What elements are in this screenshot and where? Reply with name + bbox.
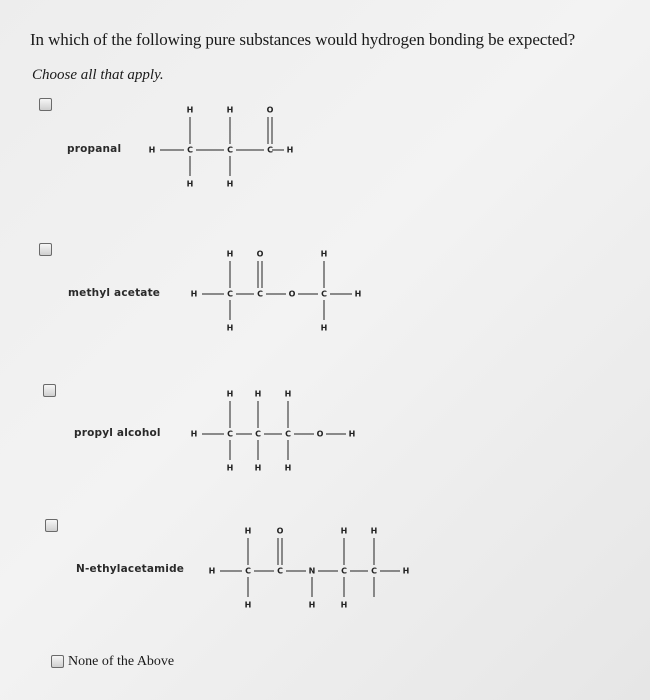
checkbox-methyl-acetate[interactable] (39, 243, 52, 256)
atom: H (340, 526, 348, 536)
structure-propyl-alcohol (186, 384, 376, 474)
atom: C (277, 566, 283, 576)
label-methyl-acetate: methyl acetate (68, 287, 161, 299)
atom: H (190, 429, 198, 439)
atom: H (254, 463, 262, 473)
checkbox-propanal[interactable] (39, 98, 52, 111)
atom: H (348, 429, 356, 439)
structure-n-ethylacetamide (206, 521, 426, 611)
atom: C (257, 289, 263, 299)
label-n-ethylacetamide: N-ethylacetamide (76, 563, 185, 575)
atom: C (245, 566, 251, 576)
atom: C (321, 289, 327, 299)
checkbox-none-of-the-above[interactable] (51, 655, 64, 668)
atom: N (308, 566, 316, 576)
atom: H (402, 566, 410, 576)
atom: O (288, 289, 296, 299)
atom: H (284, 463, 292, 473)
atom: H (340, 600, 348, 610)
atom: H (226, 323, 234, 333)
atom: H (226, 249, 234, 259)
atom: H (226, 463, 234, 473)
checkbox-n-ethylacetamide[interactable] (45, 519, 58, 532)
atom: H (186, 105, 194, 115)
atom: H (226, 389, 234, 399)
atom: H (370, 526, 378, 536)
atom: H (320, 249, 328, 259)
atom: H (286, 145, 294, 155)
atom: H (148, 145, 156, 155)
atom: H (208, 566, 216, 576)
question-text: In which of the following pure substances would hydrogen bonding be expected? (30, 30, 576, 49)
atom: C (255, 429, 261, 439)
label-propyl-alcohol: propyl alcohol (74, 427, 161, 439)
atom: O (266, 105, 274, 115)
structure-propanal (140, 100, 300, 190)
atom: C (187, 145, 193, 155)
atom: H (244, 600, 252, 610)
atom: C (227, 429, 233, 439)
atom: C (267, 145, 273, 155)
label-none-of-the-above: None of the Above (68, 654, 175, 669)
structure-methyl-acetate (186, 244, 386, 334)
atom: C (227, 145, 233, 155)
checkbox-propyl-alcohol[interactable] (43, 384, 56, 397)
atom: H (284, 389, 292, 399)
atom: O (276, 526, 284, 536)
atom: H (244, 526, 252, 536)
atom: H (186, 179, 194, 189)
atom: H (354, 289, 362, 299)
atom: C (227, 289, 233, 299)
atom: H (320, 323, 328, 333)
atom: C (341, 566, 347, 576)
label-propanal: propanal (67, 143, 122, 155)
atom: H (190, 289, 198, 299)
instruction-text: Choose all that apply. (32, 67, 164, 83)
atom: C (371, 566, 377, 576)
atom: O (256, 249, 264, 259)
atom: O (316, 429, 324, 439)
atom: H (308, 600, 316, 610)
atom: H (226, 105, 234, 115)
atom: H (254, 389, 262, 399)
atom: C (285, 429, 291, 439)
atom: H (226, 179, 234, 189)
